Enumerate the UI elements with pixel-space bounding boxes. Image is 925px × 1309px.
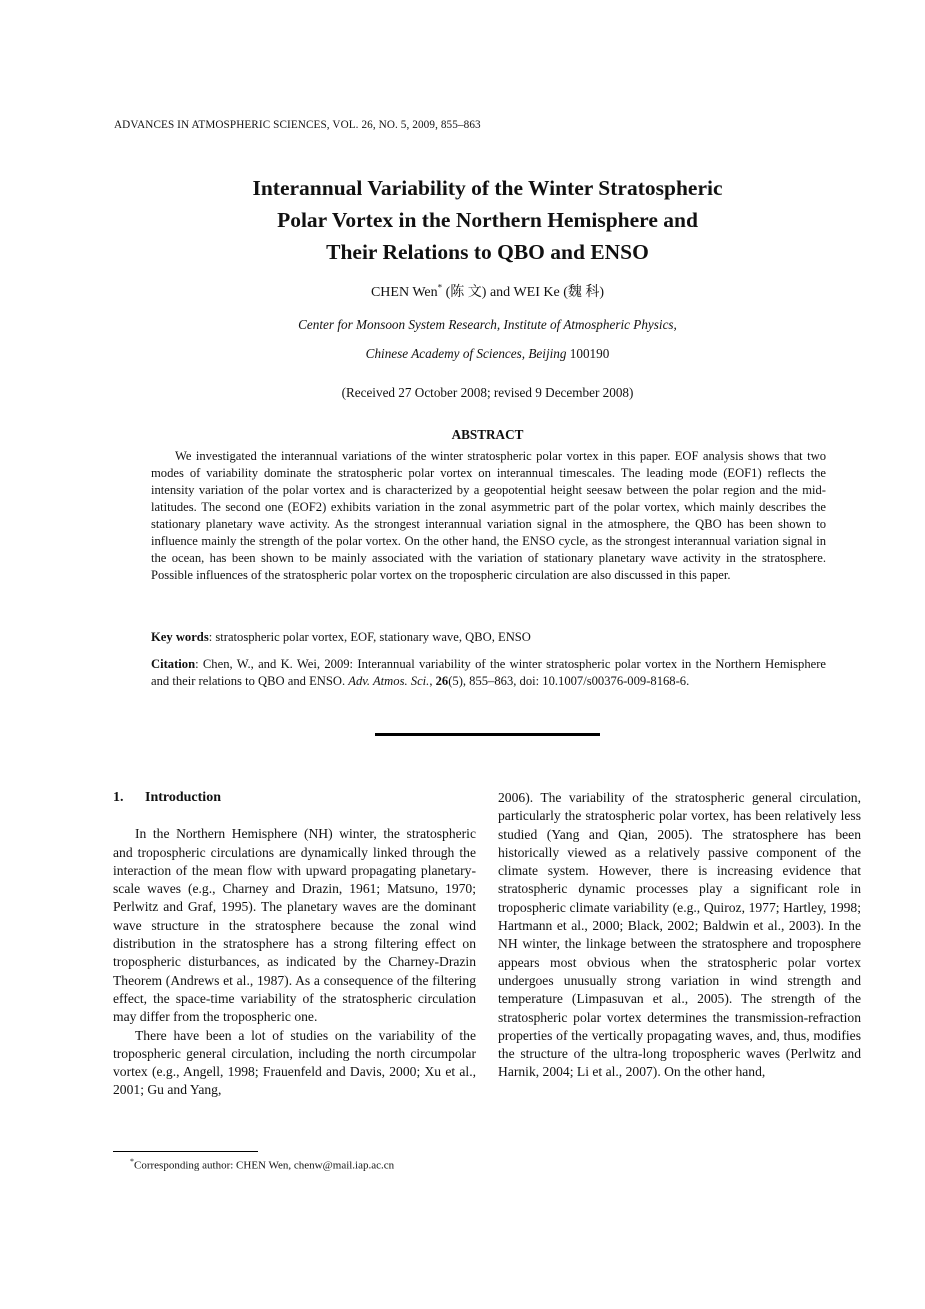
- citation: [151, 656, 826, 690]
- affiliation-line-2: [0, 346, 925, 362]
- footnote: [130, 1157, 394, 1172]
- author-conjunction: and: [489, 285, 511, 300]
- keywords-label: Key words: [151, 630, 209, 644]
- author-1-chinese-name: (陈 文): [445, 285, 487, 300]
- section-number: 1.: [113, 790, 124, 805]
- author-2-name: WEI Ke: [513, 285, 560, 300]
- footnote-rule: [113, 1151, 258, 1152]
- citation-journal: Adv. Atmos. Sci.: [348, 674, 430, 688]
- received-dates: (Received 27 October 2008; revised 9 December 2008): [341, 385, 634, 400]
- abstract-body: [151, 448, 826, 584]
- citation-text: : Chen, W., and K. Wei, 2009: Interannual variability of the winter stratospheric polar vortex in the Northern Hemisphere and their relations to QBO and ENSO.: [151, 657, 826, 688]
- abstract-text: We investigated the interannual variations of the winter stratospheric polar vortex in this paper. EOF analysis shows that two modes of variability dominate the stratospheric polar vortex on interannual timescales. The leading mode (EOF1) reflects the intensity variation of the polar vortex and is characterized by a geopotential height seesaw between the polar region and the mid-latitudes. The second one (EOF2) exhibits variation in the zonal asymmetric part of the polar vortex, which mainly describes the stationary planetary wave activity. As the strongest interannual variation signal in the atmosphere, the QBO has been shown to influence mainly the strength of the polar vortex. On the other hand, the ENSO cycle, as the strongest interannual variation signal in the ocean, has been shown to be mainly associated with the variation of stationary planetary wave activity in the stratosphere. Possible influences of the stratospheric polar vortex on the tropospheric circulation are also discussed in this paper.: [151, 449, 826, 582]
- author-1-name: CHEN Wen: [370, 285, 438, 300]
- citation-separator: ,: [429, 674, 436, 688]
- citation-doi: (5), 855–863, doi: 10.1007/s00376-009-8168-6.: [448, 674, 690, 688]
- paragraph-continued: 2006). The variability of the stratospheric general circulation, particularly the stratospheric polar vortex, has been relatively less studied (Yang and Qian, 2005). The stratosphere has been historically viewed as a relatively passive component of the climate system. However, there is increasing evidence that stratospheric dynamic processes play a significant role in tropospheric climate variability (e.g., Quiroz, 1977; Hartley, 1998; Hartmann et al., 2000; Black, 2002; Baldwin et al., 2003). In the NH winter, the linkage between the stratosphere and troposphere appears most obvious when the stratospheric polar vortex undergoes unusually strong variation in wind strength and temperature (Limpasuvan et al., 2005). The strength of the stratospheric polar vortex determines the transmission-refraction properties of the vertically propagating waves, and, thus, modifies the structure of the ultra-long tropospheric waves (Perlwitz and Harnik, 2004; Li et al., 2007). On the other hand,: [498, 790, 861, 1080]
- citation-label: Citation: [151, 657, 196, 671]
- citation-volume: 26: [435, 674, 449, 688]
- title-line-3: Their Relations to QBO and ENSO: [326, 240, 649, 264]
- affiliation-postcode: 100190: [569, 346, 610, 361]
- paragraph: There have been a lot of studies on the variability of the tropospheric general circulation, including the north circumpolar vortex (e.g., Angell, 1998; Frauenfeld and Davis, 2000; Xu et al., 2001; Gu and Yang,: [113, 1027, 476, 1098]
- section-title: Introduction: [145, 790, 221, 805]
- right-column: [498, 789, 861, 1082]
- section-heading: [113, 789, 476, 807]
- keywords-text: : stratospheric polar vortex, EOF, stationary wave, QBO, ENSO: [208, 630, 531, 644]
- abstract-heading: ABSTRACT: [451, 427, 524, 442]
- title-line-1: Interannual Variability of the Winter Stratospheric: [252, 176, 723, 200]
- author-list: [0, 281, 925, 301]
- title-line-2: Polar Vortex in the Northern Hemisphere and: [277, 208, 698, 232]
- section-divider: [375, 733, 600, 736]
- paragraph: In the Northern Hemisphere (NH) winter, the stratospheric and tropospheric circulations are dynamically linked through the interaction of the mean flow with upward propagating planetary-scale waves (e.g., Charney and Drazin, 1961; Matsuno, 1970; Perlwitz and Graf, 1995). The planetary waves are the dominant wave structure in the stratosphere because the zonal wind distribution in the stratosphere has a strong filtering effect on tropospheric disturbances, as indicated by the Charney-Drazin Theorem (Andrews et al., 1987). As a consequence of the filtering effect, the space-time variability of the stratospheric circulation may differ from the tropospheric one.: [113, 826, 476, 1025]
- paper-title: [0, 172, 925, 268]
- journal-header: ADVANCES IN ATMOSPHERIC SCIENCES, VOL. 26, NO. 5, 2009, 855–863: [114, 119, 481, 131]
- footnote-mark: *: [130, 1157, 134, 1166]
- affiliation-institution: Chinese Academy of Sciences, Beijing: [365, 346, 567, 361]
- footnote-text: Corresponding author: CHEN Wen, chenw@mail.iap.ac.cn: [134, 1159, 395, 1172]
- keywords: [151, 630, 826, 645]
- author-2-chinese-name: (魏 科): [563, 285, 605, 300]
- affiliation-line-1: Center for Monsoon System Research, Institute of Atmospheric Physics,: [298, 317, 677, 332]
- corresponding-author-mark: *: [437, 282, 443, 293]
- left-column: [113, 789, 476, 1100]
